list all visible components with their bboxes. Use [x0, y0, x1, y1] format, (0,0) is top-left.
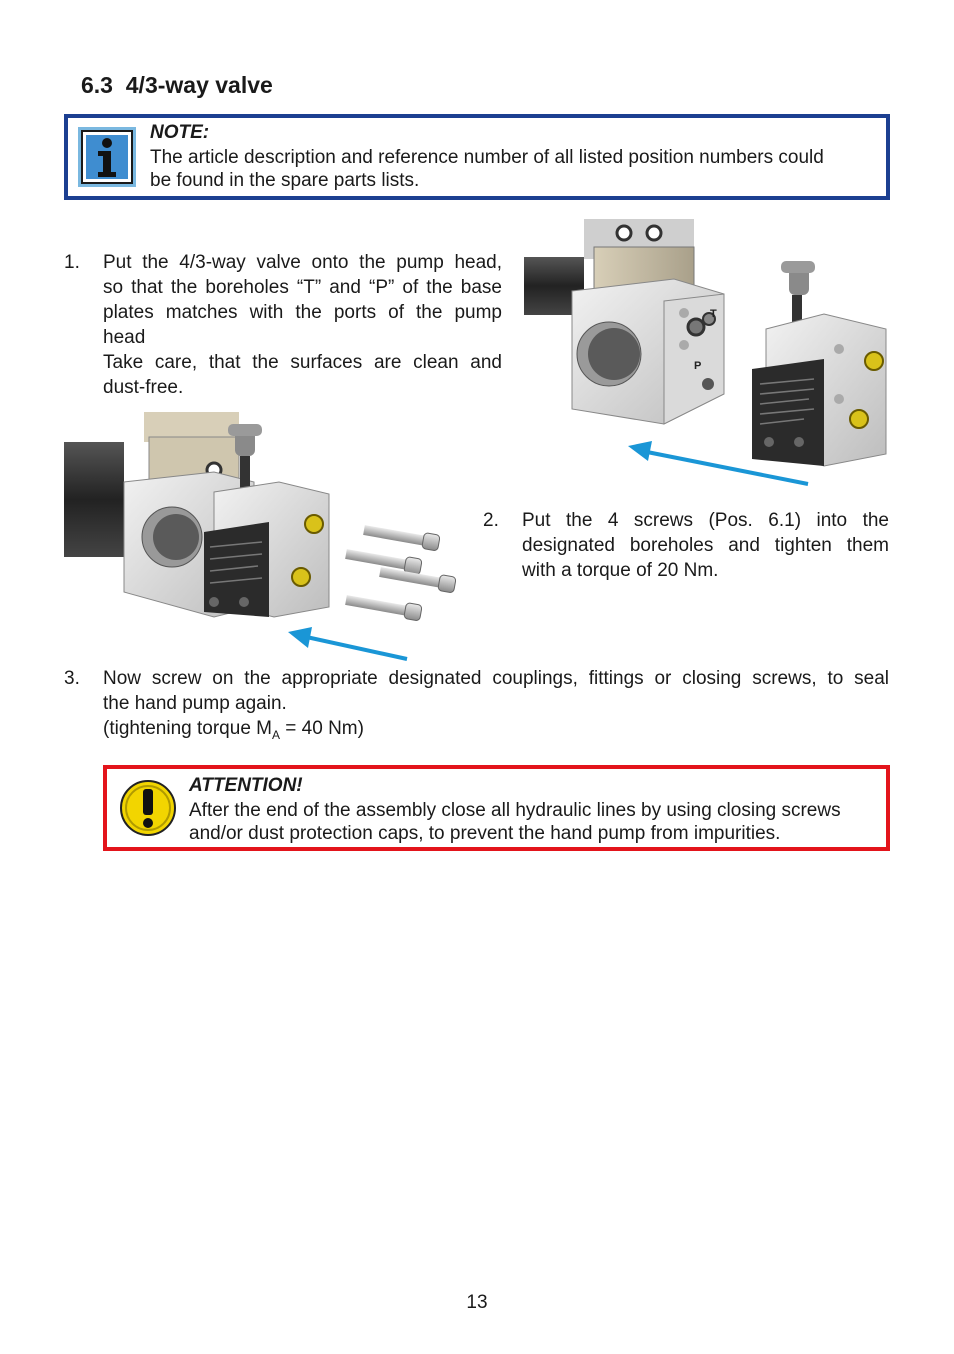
page-number: 13 — [466, 1292, 488, 1313]
step-3-number: 3. — [64, 668, 80, 689]
step-1-line: Put the 4/3-way valve onto the pump head, — [103, 252, 502, 273]
note-text-line2: be found in the spare parts lists. — [150, 170, 420, 191]
step-2-line: Put the 4 screws (Pos. 6.1) into the — [522, 510, 889, 531]
step-1-line: dust-free. — [103, 377, 184, 398]
step-2-number: 2. — [483, 510, 499, 531]
section-title: 4/3-way valve — [125, 72, 273, 98]
torque-subscript: A — [272, 727, 281, 742]
step-1-text — [103, 250, 502, 400]
note-box — [64, 114, 890, 200]
section-number: 6.3 — [81, 72, 113, 98]
direction-arrow — [302, 636, 407, 659]
torque-note — [103, 716, 889, 748]
torque-value: = 40 Nm) — [280, 718, 364, 739]
note-title: NOTE: — [150, 122, 210, 143]
step-1-line: plates matches with the ports of the pump — [103, 302, 502, 323]
attention-text-line1: After the end of the assembly close all hydraulic lines by using closing screws — [189, 800, 841, 821]
port-p-label: P — [694, 360, 702, 372]
section-heading — [81, 72, 273, 99]
step-3-text — [103, 666, 889, 748]
port-t-label: T — [710, 308, 717, 320]
step-1-line: head — [103, 327, 146, 348]
attention-box — [103, 765, 890, 851]
step-2-line: with a torque of 20 Nm. — [522, 560, 719, 581]
warning-icon — [119, 779, 177, 837]
step-1-line: so that the boreholes “T” and “P” of the base — [103, 277, 502, 298]
step-3-line: Now screw on the appropriate designated couplings, fittings or closing screws, to seal — [103, 668, 889, 689]
attention-title: ATTENTION! — [189, 775, 303, 796]
step-3-line: the hand pump again. — [103, 693, 287, 714]
note-text-line1: The article description and reference number of all listed position numbers could — [150, 147, 824, 168]
torque-prefix: (tightening torque M — [103, 718, 272, 739]
step-1-number: 1. — [64, 252, 80, 273]
attention-text-line2: and/or dust protection caps, to prevent the hand pump from impurities. — [189, 823, 781, 844]
info-icon — [77, 126, 137, 188]
step-2-line: designated boreholes and tighten them — [522, 535, 889, 556]
screws — [345, 522, 457, 621]
figure-valve-placement — [524, 219, 890, 489]
step-2-text — [522, 508, 889, 583]
figure-screws-insertion — [64, 412, 464, 664]
step-1-line: Take care, that the surfaces are clean and — [103, 352, 502, 373]
